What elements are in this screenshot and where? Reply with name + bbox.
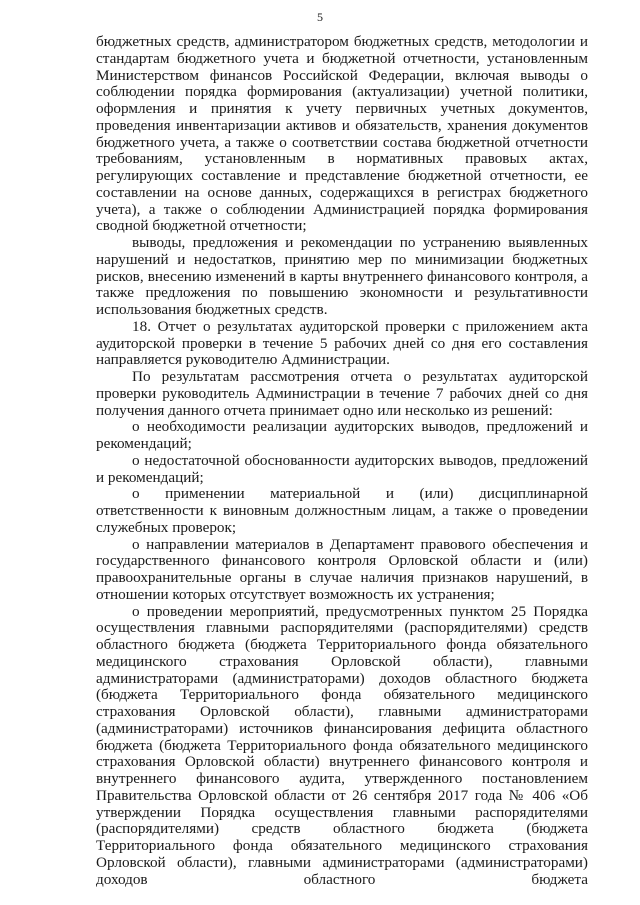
paragraph-audit-conclusions-continued: бюджетных средств, администратором бюджетных средств, методологии и стандартам бюджетного учета и бюджетной отчетности, установленным Министерством финансов Российской Федерации, включая выводы о соблюдении порядка формирования (актуализации) учетной политики, оформления и принятия к учету первичных учетных документов, проведения инвентаризации активов и обязательств, хранения документов бюджетного учета, а также о соответствии состава бюджетной отчетности требованиям, установленным в нормативных правовых актах, регулирующих составление и представление бюджетной отчетности, ее составлении на основе данных, содержащихся в регистрах бюджетного учета), а также о соблюдении Администрацией порядка формирования сводной бюджетной отчетности; xyxy=(96,33,588,235)
paragraph-decision-implementation: о необходимости реализации аудиторских выводов, предложений и рекомендаций; xyxy=(96,418,588,452)
paragraph-decision-referral: о направлении материалов в Департамент правового обеспечения и государственного финансового контроля Орловской области и (или) правоохранительные органы в случае наличия признаков нарушений, в отношении которых отсутствует возможность их устранения; xyxy=(96,535,588,603)
page-number: 5 xyxy=(317,10,323,24)
paragraph-recommendations: выводы, предложения и рекомендации по устранению выявленных нарушений и недостатков, принятию мер по минимизации бюджетных рисков, внесению изменений в карты внутреннего финансового контроля, а также предложения по повышению экономности и результативности использования бюджетных средств. xyxy=(96,234,588,318)
paragraph-decisions-intro: По результатам рассмотрения отчета о результатах аудиторской проверки руководитель Администрации в течение 7 рабочих дней со дня получения данного отчета принимает одно или несколько из решений: xyxy=(96,368,588,419)
paragraph-decision-liability: о применении материальной и (или) дисциплинарной ответственности к виновным должностным лицам, а также о проведении служебных проверок; xyxy=(96,485,588,536)
paragraph-decision-insufficient-grounds: о недостаточной обоснованности аудиторских выводов, предложений и рекомендаций; xyxy=(96,451,588,486)
document-body xyxy=(96,34,588,888)
paragraph-item-18: 18. Отчет о результатах аудиторской проверки с приложением акта аудиторской проверки в течение 5 рабочих дней со дня его составления направляется руководителю Администрации. xyxy=(96,317,588,369)
paragraph-decision-measures: о проведении мероприятий, предусмотренных пунктом 25 Порядка осуществления главными распорядителями (распорядителями) средств областного бюджета (бюджета Территориального фонда обязательного медицинского страхования Орловской области), главными администраторами (администраторами) доходов областного бюджета (бюджета Территориального фонда обязательного медицинского страхования Орловской области), главными администраторами (администраторами) источников финансирования дефицита областного бюджета (бюджета Территориального фонда обязательного медицинского страхования Орловской области) внутреннего финансового контроля и внутреннего финансового аудита, утвержденного постановлением Правительства Орловской области от 26 сентября 2017 года № 406 «Об утверждении Порядка осуществления главными распорядителями (распорядителями) средств областного бюджета (бюджета Территориального фонда обязательного медицинского страхования Орловской области), главными администраторами (администраторами) доходов областного бюджета xyxy=(96,602,588,888)
